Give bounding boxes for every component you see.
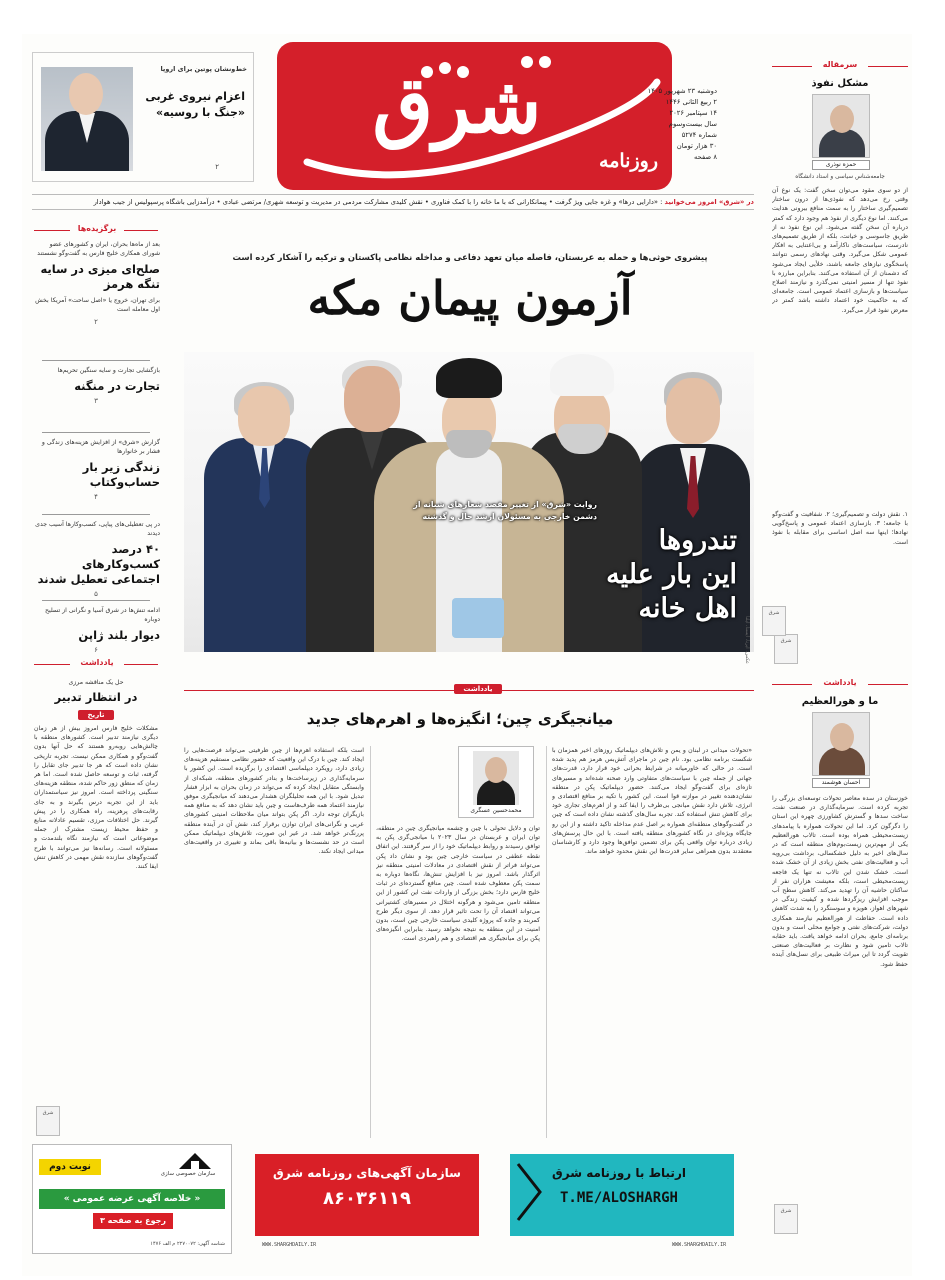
photo-kicker: روایت «شرق» از تغییر مقصد شعارهای شبانه از دشمن خارجی به مسئولان ارشد حال و گذشته [413, 500, 597, 521]
putin-page-number: ۲ [215, 163, 219, 171]
featured-kicker: بعد از ماه‌ها بحران، ایران و کشورهای عضو شورای همکاری خلیج فارس به گفت‌وگو نشستند [37, 241, 160, 257]
author-photo-hooshmand [812, 712, 870, 776]
notice-see-page: رجوع به صفحه ۳ [93, 1213, 173, 1229]
logo-subtitle: روزنامه [599, 150, 658, 172]
editorial-col-2: توان و دلایل تحولی با چین و چشمه میانجیگری چین در منطقه، توان ایران و عربستان در سال ۲۰۲۳ با میانجی‌گری پکن به توافق رسیدند و روابط دیپلماتیک خود را از سر گرفتند. این اتفاق نقطه عطفی در سیاست خارجی چین بود و نشان داد پکن می‌تواند فراتر از نقش اقتصادی در معادلات امنیتی منطقه نیز اثرگذار باشد. امروز نیز با افزایش تنش‌ها، نگاه‌ها دوباره به سمت پکن معطوف شده است. چین منافع گسترده‌ای در ثبات خلیج فارس دارد؛ بخش بزرگی از واردات نفت این کشور از این منطقه تامین می‌شود و هرگونه اختلال در مسیرهای کشتیرانی می‌تواند اقتصاد آن را تحت تاثیر قرار دهد. از سوی دیگر طرح کمربند و جاده که پروژه کلیدی سیاست خارجی چین است، بدون امنیت در این منطقه به نتیجه نخواهد رسید. بنابراین انگیزه‌های پکن برای میانجیگری هم اقتصادی و هم راهبردی است. [376, 825, 540, 943]
section-label-featured: برگزیده‌ها [70, 224, 124, 233]
editorial-author-name: محمدحسین عسگری [470, 807, 522, 814]
featured-kicker: بازگشایی تجارت و سایه سنگین تحریم‌ها [57, 367, 160, 374]
featured-kicker: در پی تعطیلی‌های پیاپی، کسب‌وکارها آسیب جدی دیدند [35, 521, 160, 537]
newspaper-page [22, 34, 912, 1276]
editorial-col-3: است بلکه استفاده اهرم‌ها از چین ظرفیتی می‌تواند فرصت‌هایی را ایجاد کند. چین با درک این واقعیت که حضور نظامی مستقیم هزینه‌های زیادی دارد، رویکرد دیپلماسی اقتصادی را برگزیده است. این کشور با سرمایه‌گذاری در زیرساخت‌ها و بنادر کشورهای منطقه، شبکه‌ای از وابستگی متقابل ایجاد کرده که می‌تواند در زمان بحران به ابزار فشار تبدیل شود. با این همه تحلیلگران هشدار می‌دهند که میانجیگری موفق نیازمند اعتماد همه طرف‌هاست و چین باید نشان دهد که به منافع همه بازیگران توجه دارد. اگر پکن بتواند میان ملاحظات امنیتی کشورهای عربی و نگرانی‌های ایران توازن برقرار کند، نقش آن در آینده منطقه پررنگ‌تر خواهد شد. در غیر این صورت، تلاش‌های دیپلماتیک ممکن است در حد نشست‌ها و بیانیه‌ها باقی بماند و تغییری در واقعیت‌های میدانی ایجاد نکند. [184, 747, 364, 856]
issue-info [632, 86, 717, 163]
featured-headline: تجارت در منگنه [74, 379, 160, 393]
putin-photo [41, 67, 133, 171]
telegram-ad-title: ارتباط با روزنامه شرق [552, 1166, 686, 1180]
putin-teaser-box[interactable] [32, 52, 254, 182]
putin-title: اعزام نیروی غربی «جنگ با روسیه» [145, 90, 245, 119]
main-headline[interactable]: آزمون پیمان مکه [307, 271, 633, 325]
author-name-nozari: حمزه نوذری [812, 160, 870, 170]
photo-headline-line1: تندروها [658, 525, 737, 556]
section-label-note: یادداشت [812, 678, 868, 687]
editorial-col-1: «تحولات میدانی در لبنان و یمن و تلاش‌های دیپلماتیک روزهای اخیر همزمان با شکست برنامه نظامی بود. نام چین در ماجرای آتش‌بس هرمز هم پدید شده است. در حالی که خاورمیانه در شرایط بحرانی خود قرار دارد، قدرت‌های جهانی از جمله چین با سیاست‌های متفاوتی وارد صحنه شده‌اند و مسیرهای تازه‌ای برای گفت‌وگو ایجاد می‌کنند. حضور دیپلماتیک پکن در منطقه نشان‌دهنده تغییر در موازنه قوا است. این کشور با تکیه بر منافع اقتصادی و انرژی، تلاش دارد نقش میانجی بی‌طرف را ایفا کند و از اهرم‌های تجاری خود برای کاهش تنش استفاده کند. تجربه سال‌های گذشته نشان داده است که چین در گفت‌وگوهای منطقه‌ای همواره بر اصل عدم مداخله تاکید داشته و از این رو جایگاه ویژه‌ای در نگاه کشورهای منطقه یافته است. با این حال پرسش‌های زیادی درباره توان واقعی پکن برای تضمین توافق‌ها وجود دارد و کارشناسان معتقدند بدون همراهی سایر قدرت‌ها این نقش محدود خواهد ماند. [552, 747, 752, 856]
featured-item-1[interactable] [32, 240, 160, 326]
telegram-ad-handle: T.ME/ALOSHARGH [559, 1190, 678, 1206]
featured-page: ۲ [94, 318, 98, 326]
featured-item-3[interactable] [32, 438, 160, 501]
blue-folder-icon [452, 598, 504, 638]
featured-headline: دیوار بلند ژاپن [78, 628, 160, 642]
today-ticker[interactable]: در «شرق» امروز می‌خوانید : «دارایی درها» و غزه جایی ویژ گرفت • پیمانکارانی که با ما خانه را با کمک فناوری • نقش کلیدی مشارکت مردمی در مدیریت و توسعه شهری/ مرتضی عبادی • درآمدزایی باشگاه پرسپولیس از جیب هوادار [32, 194, 754, 210]
author-photo-nozari [812, 94, 870, 158]
putin-kicker: خط‌ونشان پوتین برای اروپا [160, 65, 247, 73]
main-overline: پیشروی حوثی‌ها و حمله به عربستان، فاصله میان تعهد دفاعی و مداخله نظامی پاکستان و ترکیه را آشکار کرده است [232, 252, 708, 262]
photo-credit: عکس: ایرنا، ایسنا، ایلنا [744, 616, 750, 664]
left-note-kicker: حل یک مناقشه مرزی [68, 679, 124, 686]
note-body-hoor: خوزستان در سده معاصر تحولات توسعه‌ای بزرگی را تجربه کرده است. سرمایه‌گذاری در صنعت نفت، ساخت سدها و گسترش کشاورزی چهره این استان را دگرگون کرد. اما این تحولات همواره با پیامدهای زیست‌محیطی همراه بوده است. تالاب هورالعظیم یکی از مهم‌ترین زیست‌بوم‌های منطقه است که در سال‌های اخیر به دلیل خشکسالی، برداشت بی‌رویه آب و فعالیت‌های نفتی بخش زیادی از آن خشک شده است. خشک شدن این تالاب نه تنها یک فاجعه زیست‌محیطی است، بلکه معیشت هزاران نفر از ساکنان حاشیه آن را تهدید می‌کند. کاهش سطح آب موجب افزایش ریزگردها شده و کیفیت زندگی در شهرهای اهواز، هویزه و سوسنگرد را به شدت کاهش داده است. حفاظت از هورالعظیم نیازمند همکاری دولت، شرکت‌های نفتی و جوامع محلی است و بدون برنامه‌ای جامع، بحران ادامه خواهد یافت. باید حقابه تالاب تامین شود و نظارت بر فعالیت‌های صنعتی تقویت گردد تا این میراث طبیعی برای نسل‌های آینده حفظ شود. [772, 795, 908, 968]
notice-footer-id: شناسه آگهی: ۲۲۷۰۰۷۲ م الف ۱۴۷۶ [150, 1241, 225, 1247]
issue-hijri: ۲ ربیع الثانی ۱۴۴۶ [665, 98, 717, 106]
ticker-lead: در «شرق» امروز می‌خوانید [664, 198, 754, 206]
logo-wordmark: شرق [372, 60, 542, 151]
telegram-ad[interactable] [510, 1154, 734, 1236]
shargh-stamp-icon-3: شرق [36, 1106, 60, 1136]
notice-org-name: سازمان خصوصی سازی [160, 1171, 216, 1177]
photo-headline-line3: اهل خانه [638, 593, 737, 624]
photo-headline-line2: این بار علیه [606, 559, 737, 590]
left-note-title[interactable]: در انتظار تدبیر [54, 690, 138, 704]
featured-sub: برای تهران، خروج یا «اصل ساحت» آمریکا بخش اول معامله است [35, 297, 160, 313]
section-label-left-note: یادداشت [70, 658, 124, 667]
section-label-editorial: سرمقاله [812, 60, 868, 69]
privatization-notice[interactable] [32, 1144, 232, 1254]
issue-gregorian: ۱۴ سپتامبر ۲۰۲۶ [669, 109, 717, 117]
editorial-body: از دو سوی مقود می‌توان سخن گفت: یک نوع آن وقتی رخ می‌دهد که نفوذی‌ها از درون ساختار تصمیم‌گیری ساختار را به سمت منافع بیرونی هدایت می‌کنند. اما نوع دیگری از نفوذ هم وجود دارد که کمتر درباره آن سخن گفته می‌شود. این نوع نفوذ نه از طریق جاسوسی و خیانت، بلکه از طریق تصمیم‌های نادرست، سیاست‌های ناکارآمد و بی‌اعتنایی به افکار عمومی شکل می‌گیرد. وقتی نهادهای رسمی نتوانند پاسخگوی نیازهای جامعه باشند، خلأیی ایجاد می‌شود که دشمنان از آن استفاده می‌کنند. بنابراین مبارزه با نفوذ تنها از مسیر امنیتی نمی‌گذرد و نیازمند اصلاح سیاست‌ها و بازسازی اعتماد عمومی است. جامعه‌ای که به حاکمیت خود اعتماد داشته باشد کمتر در معرض نفوذ قرار می‌گیرد. [772, 187, 908, 314]
photo-headline[interactable] [587, 524, 737, 626]
author-role-nozari: جامعه‌شناس سیاسی و استاد دانشگاه [795, 174, 885, 180]
featured-page: ۴ [94, 493, 98, 501]
issue-year: سال بیست‌وسوم [668, 120, 717, 128]
editorial-author-box [458, 746, 534, 818]
notice-summary-title: « خلاصه آگهی عرضه عمومی » [39, 1189, 225, 1209]
featured-item-4[interactable] [32, 520, 160, 598]
editorial-tag: یادداشت [454, 684, 502, 694]
featured-headline: ۴۰ درصد کسب‌وکارهای اجتماعی تعطیل شدند [37, 542, 160, 586]
shargh-stamp-icon-2: شرق [774, 1204, 798, 1234]
featured-page: ۶ [94, 646, 98, 654]
telegram-ad-url[interactable]: WWW.SHARGHDAILY.IR [672, 1242, 727, 1248]
editorial-body-2: ۱. نقش دولت و تصمیم‌گیری؛ ۲. شفافیت و گفت‌وگو با جامعه؛ ۳. بازسازی اعتماد عمومی و پاسخ‌گویی نهادها؛ اینها سه اصل اساسی برای مقابله با نفوذ است. [772, 511, 908, 546]
author-name-hooshmand: احسان هوشمند [812, 778, 870, 788]
featured-item-5[interactable] [32, 606, 160, 654]
featured-headline: زندگی زیر بار حساب‌وکتاب [82, 460, 160, 489]
ads-org-ad[interactable] [255, 1154, 479, 1236]
issue-day: دوشنبه ۲۳ شهریور ۱۴۰۵ [647, 87, 717, 95]
shargh-stamp-icon-4: شرق [762, 606, 786, 636]
shargh-stamp-icon: شرق [774, 634, 798, 664]
masthead-logo [277, 42, 672, 190]
left-note-body: مشکلات خلیج فارس امروز بیش از هر زمان دیگری نیازمند تدبیر است. کشورهای منطقه با چالش‌هایی روبه‌رو هستند که حل آنها بدون گفت‌وگو و همکاری ممکن نیست. تجربه تاریخی نشان داده است که هر جا تدبیر جای تقابل را گرفته، ثبات و توسعه حاصل شده است. اما هر زمان که منطق زور حاکم شده، منطقه هزینه‌های سنگینی پرداخته است. امروز نیز سیاستمداران باید از این تجربه درس بگیرند و به جای رقابت‌های پرهزینه، راه همکاری را در پیش گیرند. حل اختلافات مرزی، تقسیم عادلانه منابع و حفظ محیط زیست مشترک از جمله موضوعاتی است که نیازمند نگاه بلندمدت و مسئولانه است. رسانه‌ها نیز می‌توانند با طرح گفت‌وگوهای سازنده نقش مهمی در کاهش تنش ایفا کنند. [34, 725, 158, 871]
featured-page: ۵ [94, 590, 98, 598]
issue-price: ۳۰ هزار تومان [676, 142, 717, 150]
ads-org-title: سازمان آگهی‌های روزنامه شرق [273, 1166, 461, 1180]
notice-round-badge: نوبت دوم [39, 1159, 101, 1175]
ads-org-url[interactable]: WWW.SHARGHDAILY.IR [262, 1242, 317, 1248]
editorial-title[interactable]: مشکل نفوذ [811, 78, 869, 89]
featured-headline: صلح‌ای میزی در سایه تنگه هرمز [40, 262, 160, 291]
featured-item-2[interactable] [32, 366, 160, 405]
ticker-items: «دارایی درها» و غزه جایی ویژ گرفت • پیمانکارانی که با ما خانه را با کمک فناوری • نقش کلیدی مشارکت مردمی در مدیریت و توسعه شهری/ مرتضی عبادی • درآمدزایی باشگاه پرسپولیس از جیب هوادار [93, 198, 658, 206]
editorial-headline[interactable]: میانجیگری چین؛ انگیزه‌ها و اهرم‌های جدید [306, 710, 614, 728]
featured-page: ۳ [94, 397, 98, 405]
left-note-tag: تاریخ [78, 710, 114, 720]
issue-number: شماره ۵۲۷۴ [681, 131, 717, 139]
ads-org-phone: ۸۶۰۳۶۱۱۹ [323, 1188, 411, 1209]
author-photo-askari [473, 751, 519, 805]
featured-kicker: گزارش «شرق» از افزایش هزینه‌های زندگی و فشار بر خانوارها [41, 439, 160, 455]
issue-pages: ۸ صفحه [693, 153, 717, 161]
privatization-logo-icon [175, 1149, 215, 1171]
note-title-hoor[interactable]: ما و هورالعظیم [801, 696, 879, 707]
featured-kicker: ادامه تنش‌ها در شرق آسیا و نگرانی از تسلیح دوباره [45, 607, 160, 623]
